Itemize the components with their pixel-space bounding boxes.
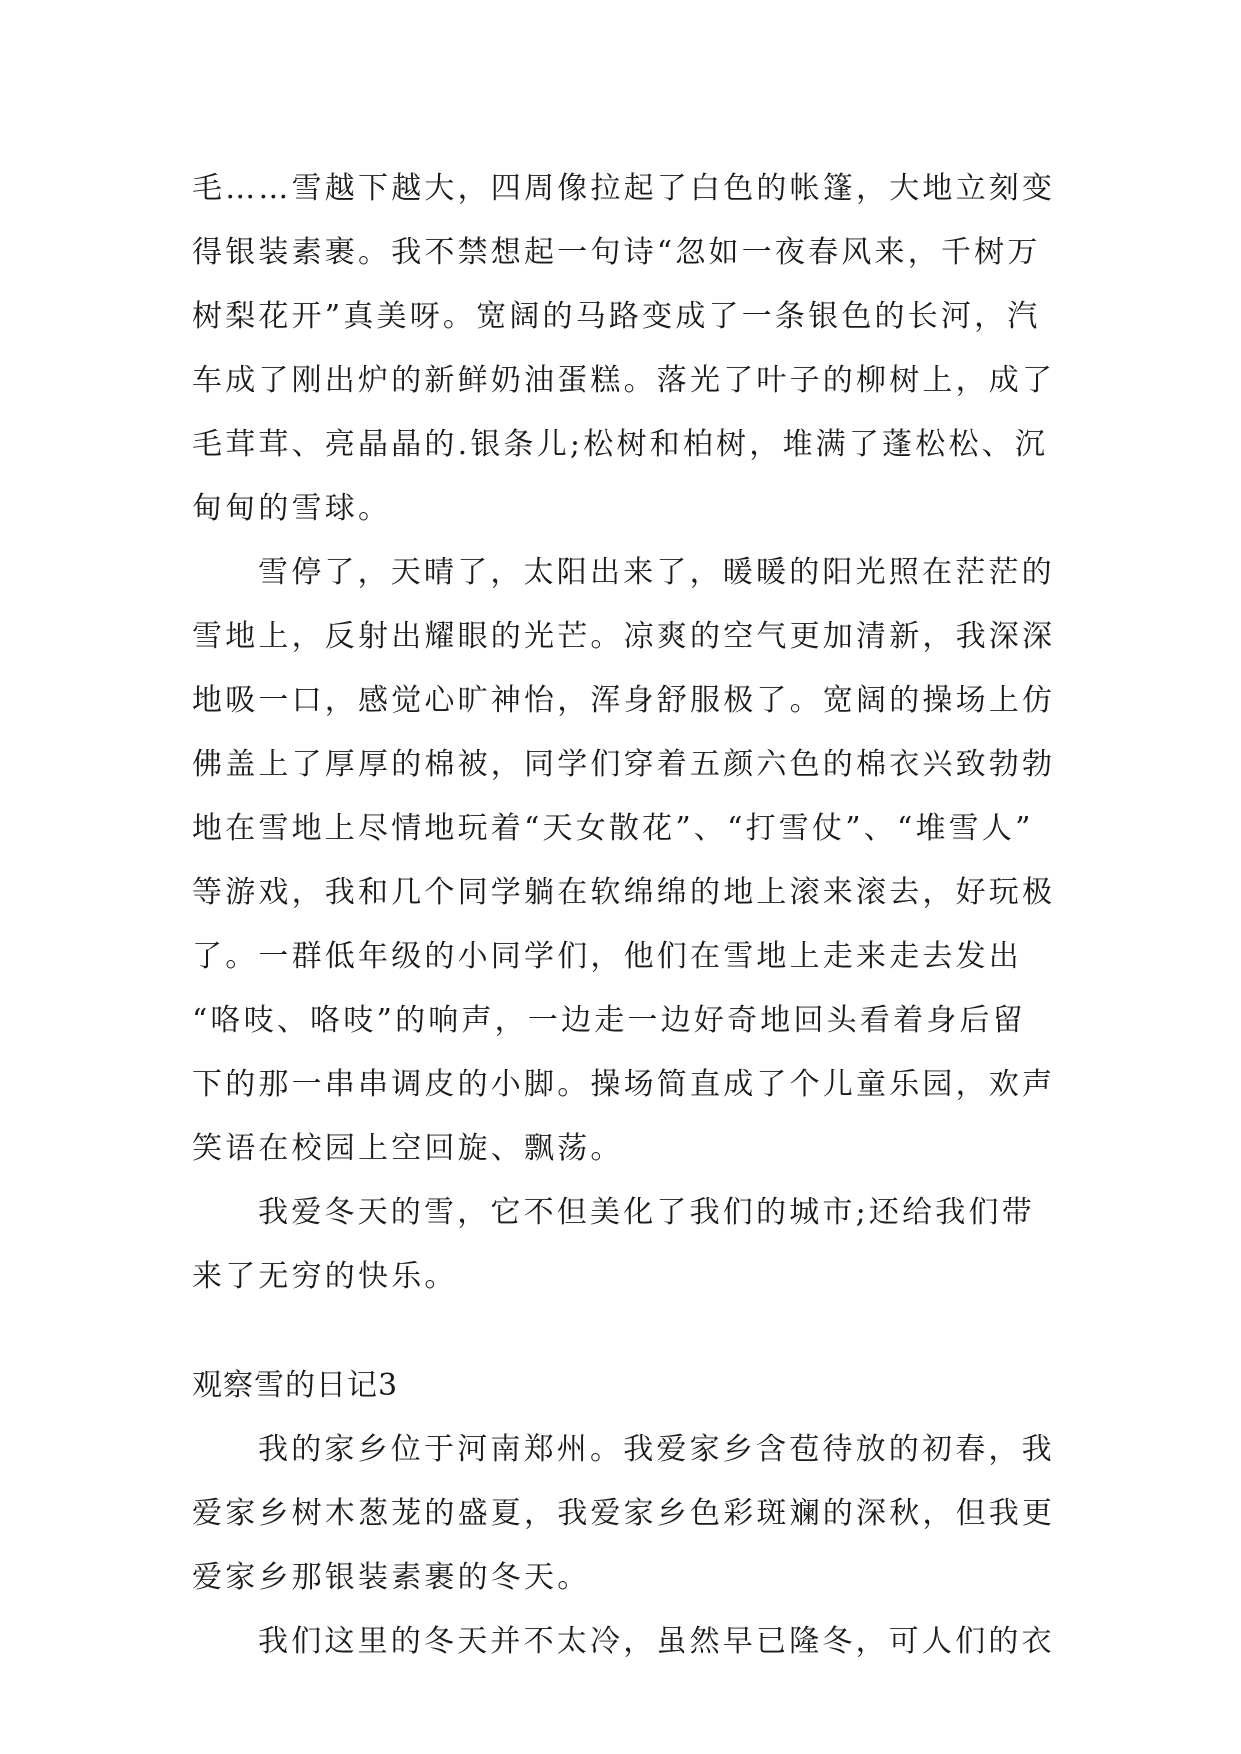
- text-line: 毛茸茸、亮晶晶的.银条儿;松树和柏树，堆满了蓬松松、沉: [192, 427, 1049, 462]
- text-line: 笑语在校园上空回旋、飘荡。: [192, 1131, 624, 1166]
- text-line: 我的家乡位于河南郑州。我爱家乡含苞待放的初春，我: [258, 1432, 1055, 1467]
- text-line: “咯吱、咯吱”的响声，一边走一边好奇地回头看着身后留: [192, 1003, 1026, 1038]
- text-line: 了。一群低年级的小同学们，他们在雪地上走来走去发出: [192, 939, 1022, 974]
- text-line: 雪停了，天晴了，太阳出来了，暖暖的阳光照在茫茫的: [258, 555, 1055, 590]
- text-line: 得银装素裹。我不禁想起一句诗“忽如一夜春风来，千树万: [192, 235, 1041, 270]
- text-line: 佛盖上了厚厚的棉被，同学们穿着五颜六色的棉衣兴致勃勃: [192, 747, 1056, 782]
- text-line: 我们这里的冬天并不太冷，虽然早已隆冬，可人们的衣: [258, 1624, 1055, 1659]
- text-line: 下的那一串串调皮的小脚。操场简直成了个儿童乐园，欢声: [192, 1067, 1056, 1102]
- text-line: 雪地上，反射出耀眼的光芒。凉爽的空气更加清新，我深深: [192, 619, 1056, 654]
- text-line: 毛……雪越下越大，四周像拉起了白色的帐篷，大地立刻变: [192, 171, 1056, 206]
- text-line: 车成了刚出炉的新鲜奶油蛋糕。落光了叶子的柳树上，成了: [192, 363, 1056, 398]
- text-line: 树梨花开”真美呀。宽阔的马路变成了一条银色的长河，汽: [192, 299, 1041, 334]
- text-line: 爱家乡树木葱茏的盛夏，我爱家乡色彩斑斓的深秋，但我更: [192, 1496, 1056, 1531]
- text-line: 地吸一口，感觉心旷神怡，浑身舒服极了。宽阔的操场上仿: [192, 683, 1056, 718]
- text-line: 来了无穷的快乐。: [192, 1259, 458, 1294]
- text-line: 甸甸的雪球。: [192, 491, 392, 526]
- text-line: 等游戏，我和几个同学躺在软绵绵的地上滚来滚去，好玩极: [192, 875, 1056, 910]
- section-heading: 观察雪的日记3: [192, 1368, 399, 1403]
- text-line: 我爱冬天的雪，它不但美化了我们的城市;还给我们带: [258, 1195, 1035, 1230]
- text-line: 地在雪地上尽情地玩着“天女散花”、“打雪仗”、“堆雪人”: [192, 811, 1034, 846]
- text-line: 爱家乡那银装素裹的冬天。: [192, 1560, 591, 1595]
